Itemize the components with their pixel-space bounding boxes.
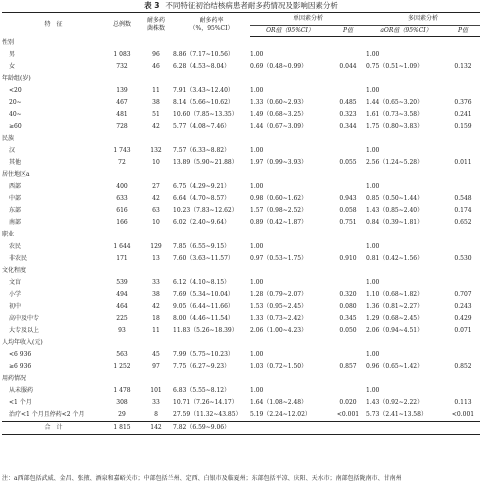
table-title [0, 1, 482, 10]
cell-mdr-count: 10 [152, 219, 160, 226]
cell-or: 0.69（0.48~0.99） [250, 63, 308, 70]
cell-feature: 小学 [9, 291, 22, 298]
cell-total: 225 [116, 315, 128, 322]
cell-total: 166 [116, 219, 128, 226]
cell-p-adjusted: 0.852 [454, 363, 472, 370]
cell-p-adjusted: <0.001 [451, 411, 475, 418]
cell-p: 0.055 [339, 159, 357, 166]
cell-or: 1.00 [250, 183, 264, 190]
cell-p [330, 241, 366, 253]
category-row [2, 169, 480, 181]
cell-mdr-count: 132 [150, 147, 162, 154]
cell-aor: 1.75（0.80~3.83） [366, 123, 424, 130]
cell-aor: 1.00 [366, 51, 380, 58]
cell-mdr-rate: 11.83（5.26~18.39） [173, 327, 238, 334]
cell-mdr-count: 101 [150, 387, 162, 394]
table-row [2, 121, 480, 133]
table-row [2, 397, 480, 409]
cell-or: 1.03（0.72~1.50） [250, 363, 308, 370]
table-row [2, 85, 480, 97]
cell-mdr-rate: 9.05（6.44~11.66） [173, 303, 234, 310]
table-row [2, 61, 480, 73]
cell-total: 1 815 [105, 422, 139, 435]
cell-feature: 40~ [9, 111, 22, 118]
cell-p-adjusted [446, 422, 480, 435]
cell-p [330, 385, 366, 397]
cell-p [330, 422, 366, 435]
cell-p-adjusted: 0.707 [454, 291, 472, 298]
table-row [2, 49, 480, 61]
table-row [2, 385, 480, 397]
cell-aor: 1.00 [366, 87, 380, 94]
cell-total: 29 [118, 411, 126, 418]
cell-mdr-count: 38 [152, 99, 160, 106]
table-row [2, 277, 480, 289]
cell-total: 308 [116, 399, 128, 406]
cell-feature: 大专及以上 [9, 327, 40, 334]
cell-p-adjusted: 0.652 [454, 219, 472, 226]
cell-mdr-count: 129 [150, 243, 162, 250]
cell-or: 5.19（2.24~12.02） [250, 411, 311, 418]
cell-feature: <20 [9, 87, 22, 94]
cell-aor: 1.43（0.85~2.40） [366, 207, 424, 214]
cell-aor: 1.44（0.65~3.20） [366, 99, 424, 106]
table-row [2, 157, 480, 169]
cell-p-adjusted [446, 145, 480, 157]
header-or: OR值（95%CI） [250, 26, 330, 37]
cell-p: 0.044 [339, 63, 357, 70]
cell-aor: 1.00 [366, 351, 380, 358]
cell-mdr-count: 42 [152, 303, 160, 310]
cell-mdr-count: 38 [152, 291, 160, 298]
cell-aor: 1.00 [366, 387, 380, 394]
cell-mdr-rate: 5.77（4.08~7.46） [173, 123, 231, 130]
cell-total: 171 [116, 255, 128, 262]
cell-mdr-rate: 8.86（7.17~10.56） [173, 51, 234, 58]
cell-mdr-count: 27 [152, 183, 160, 190]
cell-or: 1.28（0.79~2.07） [250, 291, 308, 298]
cell-p-adjusted [446, 241, 480, 253]
cell-p [330, 49, 366, 61]
cell-or: 1.00 [250, 87, 264, 94]
header-aor: aOR值（95%CI） [366, 26, 446, 37]
cell-aor: 5.73（2.41~13.58） [366, 411, 427, 418]
cell-total: 494 [116, 291, 128, 298]
cell-mdr-count: 33 [152, 279, 160, 286]
cell-p: 0.020 [339, 399, 357, 406]
cell-mdr-count: 96 [152, 51, 160, 58]
cell-or: 1.44（0.67~3.09） [250, 123, 308, 130]
cell-mdr-rate: 8.00（4.46~11.54） [173, 315, 234, 322]
cell-feature: <6 936 [9, 351, 32, 358]
cell-p-adjusted: 0.113 [454, 399, 472, 406]
cell-p: 0.943 [339, 195, 357, 202]
cell-feature: 高中及中专 [9, 315, 40, 322]
table-number: 表 3 [144, 1, 160, 10]
cell-aor: 1.10（0.68~1.82） [366, 291, 424, 298]
cell-p-adjusted: 0.530 [454, 255, 472, 262]
cell-or: 0.98（0.60~1.62） [250, 195, 308, 202]
cell-aor: 1.61（0.73~3.58） [366, 111, 424, 118]
header-mdr-count: 耐多药 菌株数 [139, 13, 173, 37]
cell-total: 539 [116, 279, 128, 286]
cell-p-adjusted [446, 349, 480, 361]
table-row [2, 97, 480, 109]
cell-p: 0.050 [339, 327, 357, 334]
cell-p: <0.001 [336, 411, 360, 418]
cell-total: 1 083 [113, 51, 131, 58]
cell-p [330, 181, 366, 193]
cell-mdr-rate: 6.75（4.29~9.21） [173, 183, 231, 190]
cell-aor: 1.00 [366, 243, 380, 250]
cell-mdr-rate: 6.28（4.53~8.04） [173, 63, 231, 70]
cell-mdr-count: 42 [152, 123, 160, 130]
cell-or: 0.97（0.53~1.75） [250, 255, 308, 262]
cell-p: 0.910 [339, 255, 357, 262]
category-row [2, 229, 480, 241]
cell-mdr-rate: 7.69（5.34~10.04） [173, 291, 234, 298]
cell-mdr-rate: 27.59（11.32~43.85） [173, 411, 242, 418]
cell-feature: 汉 [9, 147, 16, 154]
cell-aor: 2.56（1.24~5.28） [366, 159, 424, 166]
cell-p-adjusted: 0.071 [454, 327, 472, 334]
cell-p-adjusted [446, 277, 480, 289]
cell-feature: 非农民 [9, 255, 28, 262]
table-row [2, 253, 480, 265]
cell-total: 616 [116, 207, 128, 214]
cell-feature: 从未服药 [9, 387, 34, 394]
cell-feature: 男 [9, 51, 16, 58]
cell-feature: 20~ [9, 99, 22, 106]
category-row [2, 265, 480, 277]
cell-mdr-rate: 6.12（4.10~8.15） [173, 279, 231, 286]
cell-aor: 1.00 [366, 183, 380, 190]
cell-feature: 文盲 [9, 279, 22, 286]
header-p: P值 [330, 26, 366, 37]
table-row [2, 409, 480, 422]
cell-p-adjusted: 0.159 [454, 123, 472, 130]
cell-feature: <1 个月 [9, 399, 32, 406]
cell-total: 467 [116, 99, 128, 106]
cell-total: 1 252 [113, 363, 131, 370]
cell-or: 1.00 [250, 243, 264, 250]
cell-aor: 0.84（0.39~1.81） [366, 219, 424, 226]
category-row [2, 37, 480, 50]
cell-or: 1.64（1.08~2.48） [250, 399, 308, 406]
cell-p-adjusted: 0.376 [454, 99, 472, 106]
cell-feature: ≥6 936 [9, 363, 32, 370]
category-label: 人均年收入(元) [2, 339, 43, 346]
cell-mdr-rate: 8.14（5.66~10.62） [173, 99, 234, 106]
cell-aor: 0.85（0.50~1.44） [366, 195, 424, 202]
cell-mdr-rate: 13.89（5.90~21.88） [173, 159, 238, 166]
category-label: 民族 [2, 135, 15, 142]
category-label: 居住地区a [2, 171, 30, 178]
cell-feature: 合 计 [2, 422, 105, 435]
header-total: 总例数 [105, 13, 139, 37]
cell-mdr-count: 63 [152, 207, 160, 214]
cell-p-adjusted [446, 49, 480, 61]
cell-mdr-count: 10 [152, 159, 160, 166]
cell-or: 1.00 [250, 351, 264, 358]
cell-mdr-rate: 7.85（6.55~9.15） [173, 243, 231, 250]
cell-total: 1 743 [113, 147, 131, 154]
cell-mdr-count: 8 [154, 411, 158, 418]
cell-mdr-count: 46 [152, 63, 160, 70]
cell-total: 563 [116, 351, 128, 358]
cell-or: 1.57（0.98~2.52） [250, 207, 308, 214]
cell-or: 1.53（0.95~2.45） [250, 303, 308, 310]
cell-aor: 1.00 [366, 279, 380, 286]
table-caption: 不同特征初治结核病患者耐多药情况及影响因素分析 [165, 1, 338, 10]
header-p-adjusted: P值 [446, 26, 480, 37]
cell-p: 0.345 [339, 315, 357, 322]
cell-p-adjusted: 0.132 [454, 63, 472, 70]
cell-p: 0.751 [339, 219, 357, 226]
cell-mdr-count: 11 [152, 327, 160, 334]
cell-p [330, 277, 366, 289]
cell-feature: 其他 [9, 159, 22, 166]
table-footnote: 注：a西部包括武威、金昌、张掖、酒泉和嘉峪关市；中部包括兰州、定西、白银市及临夏州；东部包括平凉、庆阳、天水市；南部包括陇南市、甘南州 [2, 475, 402, 482]
cell-mdr-rate: 7.60（3.63~11.57） [173, 255, 234, 262]
cell-aor: 2.06（0.94~4.51） [366, 327, 424, 334]
table-body [2, 37, 480, 435]
cell-mdr-count: 11 [152, 87, 160, 94]
table-row [2, 289, 480, 301]
cell-or: 1.00 [250, 51, 264, 58]
cell-total: 1 478 [113, 387, 131, 394]
table-row [2, 313, 480, 325]
cell-mdr-count: 42 [152, 195, 160, 202]
cell-total: 464 [116, 303, 128, 310]
cell-p-adjusted [446, 85, 480, 97]
cell-aor: 1.36（0.81~2.27） [366, 303, 424, 310]
cell-feature: 南部 [9, 219, 22, 226]
cell-p [330, 349, 366, 361]
cell-p [330, 145, 366, 157]
cell-p-adjusted: 0.241 [454, 111, 472, 118]
table-row [2, 325, 480, 337]
category-label: 文化程度 [2, 267, 27, 274]
cell-p: 0.323 [339, 111, 357, 118]
cell-mdr-rate: 7.91（3.43~12.40） [173, 87, 234, 94]
table-row [2, 193, 480, 205]
cell-aor: 1.29（0.68~2.45） [366, 315, 424, 322]
cell-mdr-rate: 6.83（5.55~8.12） [173, 387, 231, 394]
cell-total: 732 [116, 63, 128, 70]
cell-feature: 西部 [9, 183, 22, 190]
table-row [2, 301, 480, 313]
cell-p: 0.320 [339, 291, 357, 298]
mdr-table [2, 12, 480, 435]
cell-or: 0.89（0.42~1.87） [250, 219, 308, 226]
cell-aor: 1.43（0.92~2.22） [366, 399, 424, 406]
cell-total: 93 [118, 327, 126, 334]
cell-total: 139 [116, 87, 128, 94]
cell-or: 1.33（0.60~2.93） [250, 99, 308, 106]
cell-mdr-rate: 10.60（7.85~13.35） [173, 111, 238, 118]
cell-mdr-count: 13 [152, 255, 160, 262]
cell-p-adjusted [446, 385, 480, 397]
cell-p: 0.344 [339, 123, 357, 130]
cell-mdr-count: 45 [152, 351, 160, 358]
category-label: 年龄组(岁) [2, 75, 31, 82]
cell-aor: 1.00 [366, 147, 380, 154]
category-row [2, 73, 480, 85]
category-row [2, 133, 480, 145]
cell-mdr-rate: 10.23（7.83~12.62） [173, 207, 238, 214]
cell-mdr-rate: 7.75（6.27~9.23） [173, 363, 231, 370]
cell-feature: 治疗<1 个月且停药<2 个月 [9, 411, 85, 418]
cell-p-adjusted: 0.548 [454, 195, 472, 202]
cell-mdr-count: 142 [139, 422, 173, 435]
cell-aor: 0.75（0.51~1.09） [366, 63, 424, 70]
cell-p-adjusted [446, 181, 480, 193]
cell-or: 1.00 [250, 147, 264, 154]
table-row [2, 361, 480, 373]
cell-p: 0.485 [339, 99, 357, 106]
cell-feature: ≥60 [9, 123, 22, 130]
cell-p-adjusted: 0.243 [454, 303, 472, 310]
cell-p: 0.857 [339, 363, 357, 370]
cell-mdr-rate: 7.99（5.75~10.23） [173, 351, 234, 358]
cell-total: 481 [116, 111, 128, 118]
cell-feature: 中部 [9, 195, 22, 202]
table-row [2, 241, 480, 253]
cell-p-adjusted: 0.011 [454, 159, 472, 166]
cell-mdr-rate: 6.64（4.70~8.57） [173, 195, 231, 202]
header-univariate: 单因素分析 [250, 13, 366, 26]
cell-or: 2.06（1.00~4.23） [250, 327, 308, 334]
category-label: 职业 [2, 231, 15, 238]
cell-mdr-rate: 7.82（6.59~9.06） [173, 422, 250, 435]
cell-aor: 0.96（0.65~1.42） [366, 363, 424, 370]
table-row [2, 145, 480, 157]
cell-p-adjusted: 0.174 [454, 207, 472, 214]
cell-or: 1.97（0.99~3.93） [250, 159, 308, 166]
cell-mdr-count: 33 [152, 399, 160, 406]
cell-mdr-rate: 7.57（6.33~8.82） [173, 147, 231, 154]
cell-total: 633 [116, 195, 128, 202]
cell-feature: 农民 [9, 243, 22, 250]
cell-total: 400 [116, 183, 128, 190]
category-label: 性别 [2, 39, 15, 46]
table-row [2, 109, 480, 121]
cell-or: 1.00 [250, 279, 264, 286]
cell-total: 1 644 [113, 243, 131, 250]
cell-feature: 东部 [9, 207, 22, 214]
cell-aor [366, 422, 446, 435]
category-row [2, 337, 480, 349]
cell-mdr-count: 18 [152, 315, 160, 322]
cell-mdr-count: 97 [152, 363, 160, 370]
cell-p: 0.058 [339, 207, 357, 214]
cell-p [330, 85, 366, 97]
table-row [2, 205, 480, 217]
cell-aor: 0.81（0.42~1.56） [366, 255, 424, 262]
cell-total: 72 [118, 159, 126, 166]
cell-or [250, 422, 330, 435]
cell-p-adjusted: 0.429 [454, 315, 472, 322]
cell-p: 0.080 [339, 303, 357, 310]
cell-or: 1.00 [250, 387, 264, 394]
category-row [2, 373, 480, 385]
table-row [2, 181, 480, 193]
cell-mdr-rate: 6.02（2.40~9.64） [173, 219, 231, 226]
cell-or: 1.49（0.68~3.25） [250, 111, 308, 118]
table-row [2, 349, 480, 361]
header-mdr-rate: 耐多药率 （%，95%CI） [173, 13, 250, 37]
cell-feature: 女 [9, 63, 16, 70]
cell-feature: 初中 [9, 303, 22, 310]
cell-mdr-count: 51 [152, 111, 160, 118]
category-label: 用药情况 [2, 375, 27, 382]
cell-or: 1.33（0.73~2.42） [250, 315, 308, 322]
header-feature: 特 征 [2, 13, 105, 37]
cell-mdr-rate: 10.71（7.26~14.17） [173, 399, 238, 406]
cell-total: 728 [116, 123, 128, 130]
total-row [2, 422, 480, 435]
header-multivariate: 多因素分析 [366, 13, 480, 26]
table-row [2, 217, 480, 229]
